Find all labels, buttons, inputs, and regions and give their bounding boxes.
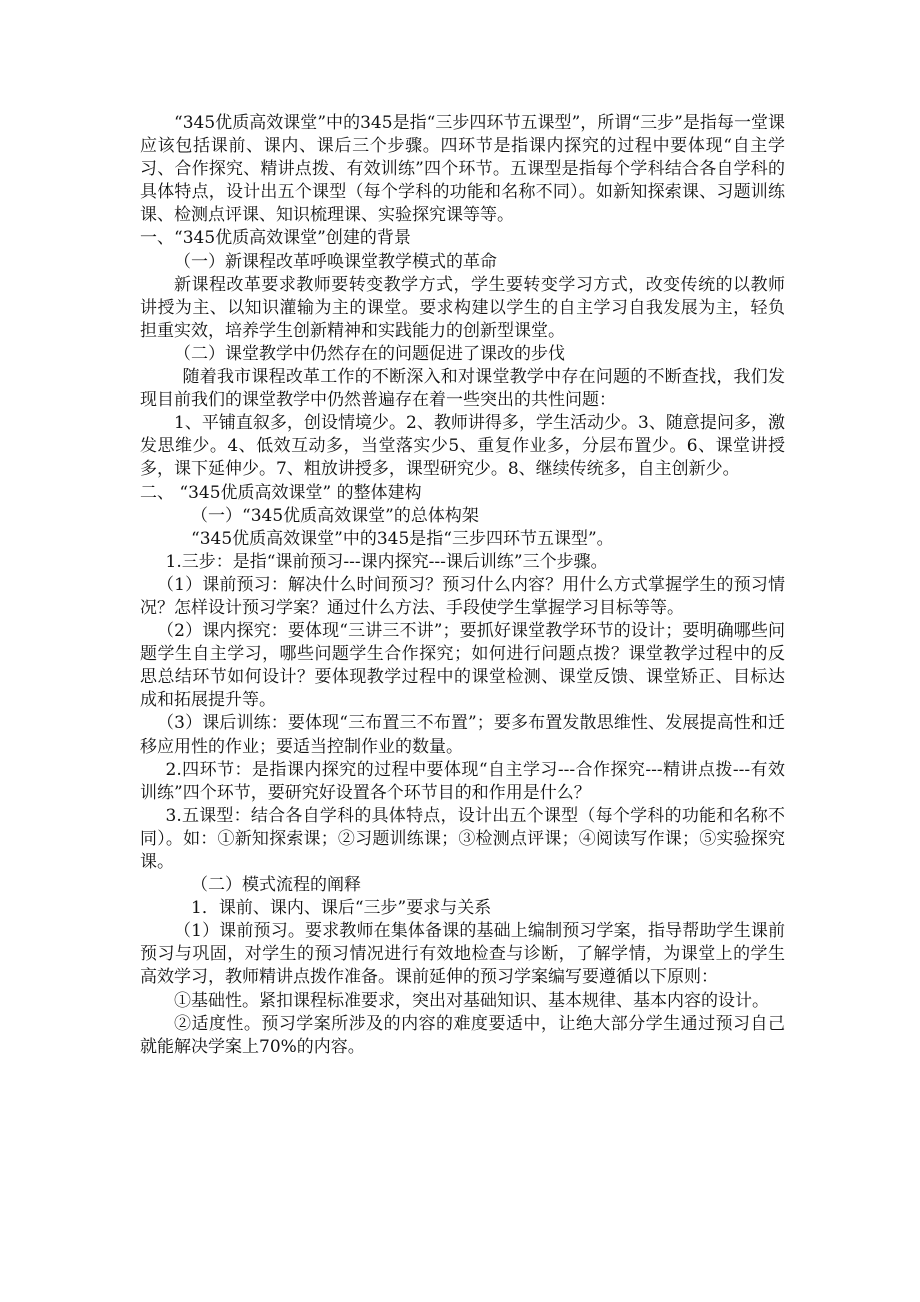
numbered-item-four-stages: 2.四环节：是指课内探究的过程中要体现“自主学习---合作探究---精讲点拨---有效训练”四个环节，要研究好设置各个环节目的和作用是什么？ [140,759,785,803]
subsection-heading-1-2: （二）课堂教学中仍然存在的问题促进了课改的步伐 [174,343,565,364]
principle-basic: ①基础性。紧扣课程标准要求，突出对基础知识、基本规律、基本内容的设计。 [174,990,769,1011]
section-heading-1: 一、“345优质高效课堂”创建的背景 [140,228,411,249]
subsection-heading-2-2: （二）模式流程的阐释 [191,875,361,896]
problem-list-paragraph: 1、平铺直叙多，创设情境少。2、教师讲得多，学生活动少。3、随意提问多，激发思维少。4、低效互动多，当堂落实少5、重复作业多，分层布置少。6、课堂讲授多，课下延伸少。7、粗放讲授多，课型研究少。8、继续传统多，自主创新少。 [140,413,785,480]
sub-item-preview: （1）课前预习。要求教师在集体备课的基础上编制预习学案，指导帮助学生课前预习与巩固，对学生的预习情况进行有效地检查与诊断，了解学情，为课堂上的学生高效学习，教师精讲点拨作准备。课前延伸的预习学案编写要遵循以下原则： [140,921,785,988]
numbered-item-three-steps: 1.三步：是指“课前预习---课内探究---课后训练”三个步骤。 [165,551,608,572]
body-paragraph: 新课程改革要求教师要转变教学方式，学生要转变学习方式，改变传统的以教师讲授为主、以知识灌输为主的课堂。要求构建以学生的自主学习自我发展为主，轻负担重实效，培养学生创新精神和实践能力的创新型课堂。 [140,274,785,341]
subsection-heading-2-1: （一）“345优质高效课堂”的总体构架 [191,505,479,526]
subsection-heading-1-1: （一）新课程改革呼唤课堂教学模式的革命 [174,251,497,272]
sub-item-in-class: （2）课内探究：要体现“三讲三不讲”；要抓好课堂教学环节的设计；要明确哪些问题学生自主学习，哪些问题学生合作探究；如何进行问题点拨？课堂教学过程中的反思总结环节如何设计？要体现教学过程中的课堂检测、课堂反馈、课堂矫正、目标达成和拓展提升等。 [140,621,785,711]
body-paragraph: “345优质高效课堂”中的345是指“三步四环节五课型”。 [191,528,614,549]
section-heading-2: 二、 “345优质高效课堂” 的整体建构 [140,482,422,503]
body-paragraph: 随着我市课程改革工作的不断深入和对课堂教学中存在问题的不断查找，我们发现目前我们的课堂教学中仍然普遍存在着一些突出的共性问题： [140,367,785,411]
sub-item-after-class: （3）课后训练：要体现“三布置三不布置”；要多布置发散思维性、发展提高性和迁移应用性的作业；要适当控制作业的数量。 [140,713,785,757]
numbered-item-requirements: 1．课前、课内、课后“三步”要求与关系 [191,898,492,919]
sub-item-pre-class: （1）课前预习：解决什么时间预习？预习什么内容？用什么方式掌握学生的预习情况？怎样设计预习学案？通过什么方法、手段使学生掌握学习目标等等。 [140,574,785,618]
intro-paragraph: “345优质高效课堂”中的345是指“三步四环节五课型”，所谓“三步”是指每一堂课应该包括课前、课内、课后三个步骤。四环节是指课内探究的过程中要体现“自主学习、合作探究、精讲点拨、有效训练”四个环节。五课型是指每个学科结合各自学科的具体特点，设计出五个课型（每个学科的功能和名称不同）。如新知探索课、习题训练课、检测点评课、知识梳理课、实验探究课等等。 [140,113,785,226]
principle-moderate: ②适度性。预习学案所涉及的内容的难度要适中，让绝大部分学生通过预习自己就能解决学案上70%的内容。 [140,1013,785,1057]
document-page [140,112,785,1059]
numbered-item-five-types: 3.五课型：结合各自学科的具体特点，设计出五个课型（每个学科的功能和名称不同）。如：①新知探索课；②习题训练课；③检测点评课；④阅读写作课；⑤实验探究课。 [140,805,785,872]
